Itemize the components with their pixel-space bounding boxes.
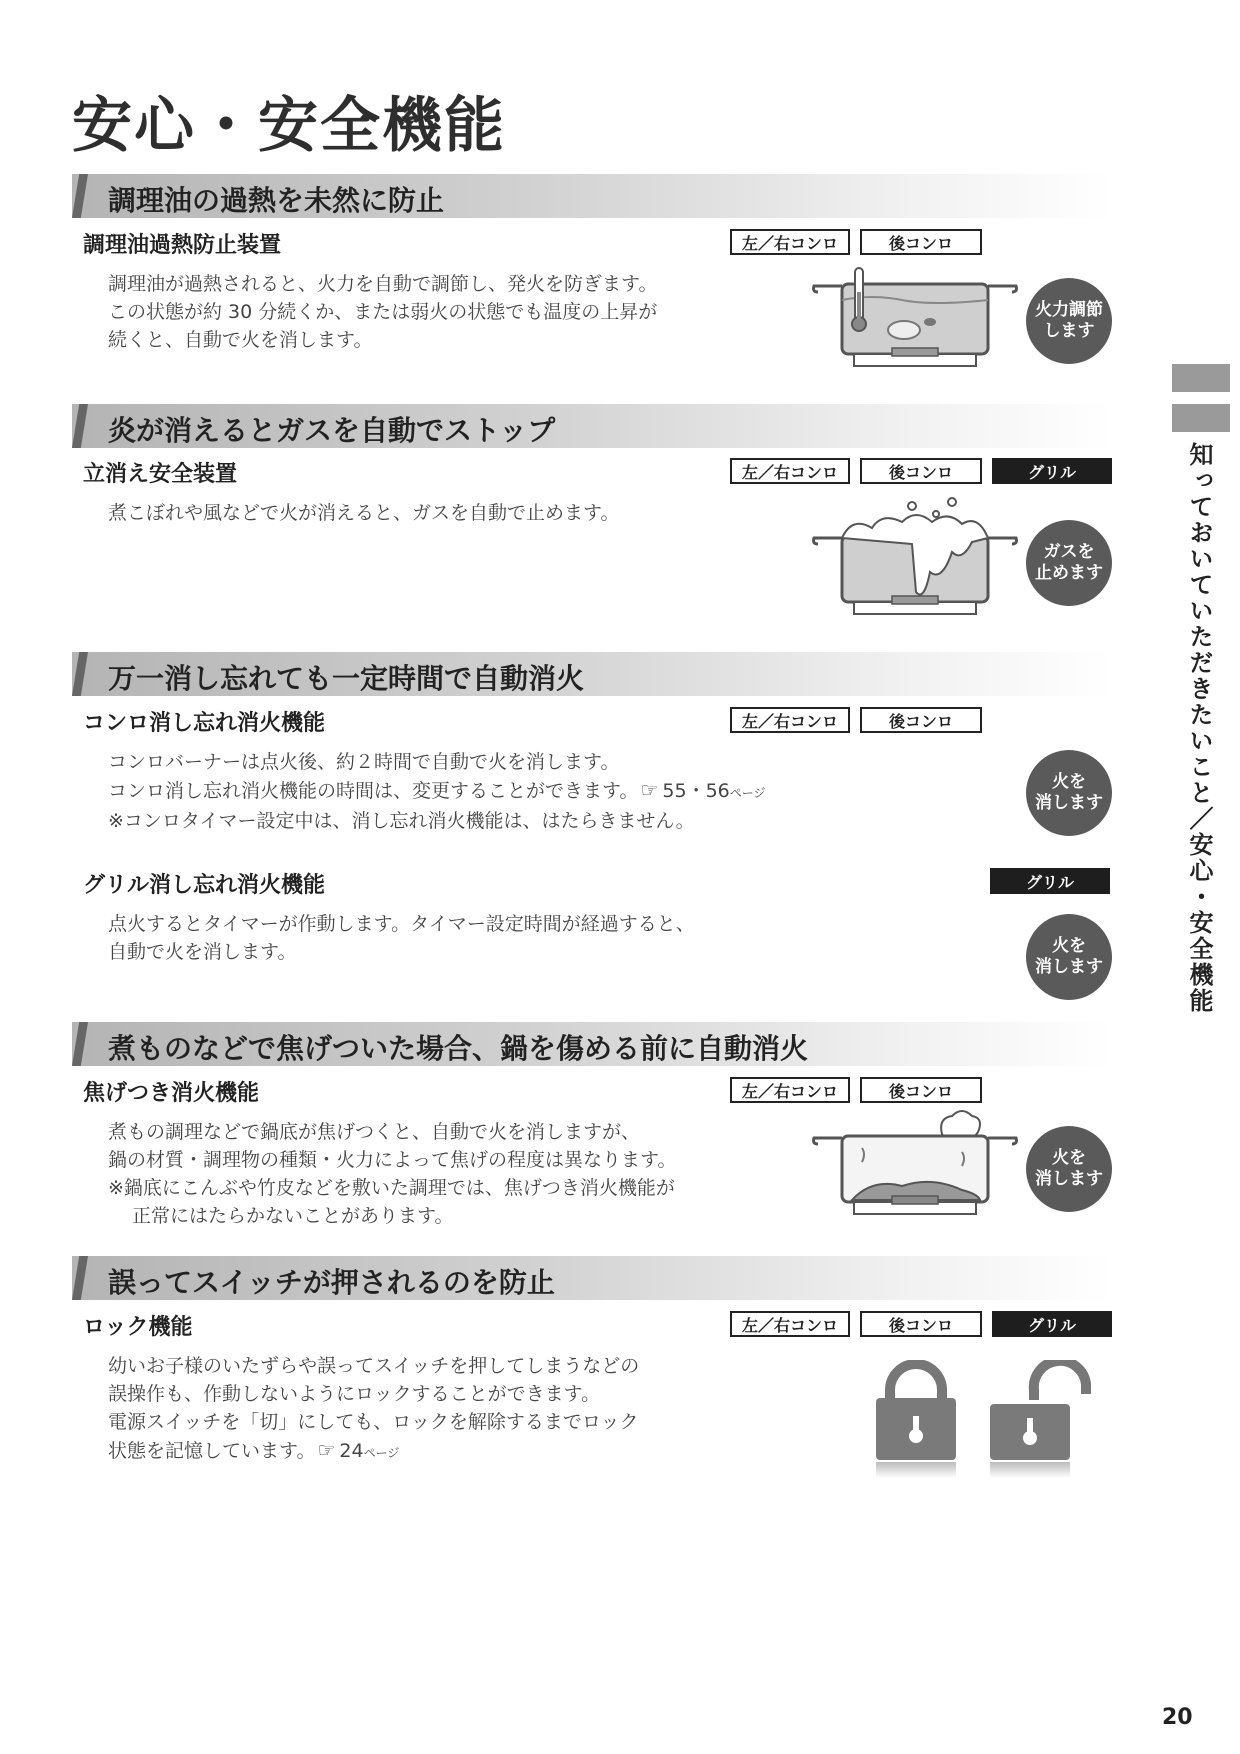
- description-line: 煮もの調理などで鍋底が焦げつくと、自動で火を消しますが、: [108, 1121, 641, 1143]
- status-badge: 火を 消します: [1026, 750, 1112, 836]
- tag-rear-burner: 後コンロ: [860, 707, 982, 733]
- page-reference: 55・56: [662, 780, 730, 802]
- section-band: [72, 1022, 1112, 1066]
- section-band: [72, 404, 1112, 448]
- description-line: 誤操作も、作動しないようにロックすることができます。: [108, 1383, 601, 1405]
- locked-padlock-icon: [876, 1364, 956, 1478]
- burner-tags: [730, 707, 982, 733]
- section-band: [72, 174, 1112, 218]
- feature-description: [108, 748, 808, 835]
- tag-grill: グリル: [992, 1311, 1112, 1337]
- side-chapter-label: 知っておいていただきたいこと／安心・安全機能: [1185, 442, 1213, 1014]
- feature-title: コンロ消し忘れ消火機能: [83, 711, 326, 736]
- feature-title: グリル消し忘れ消火機能: [83, 873, 326, 898]
- page-title: 安心・安全機能: [72, 91, 506, 161]
- burner-tags: [730, 1077, 982, 1103]
- section-title: 誤ってスイッチが押されるのを防止: [108, 1266, 555, 1299]
- description-line: 煮こぼれや風などで火が消えると、ガスを自動で止めます。: [108, 502, 620, 524]
- side-tab-marker: [1172, 404, 1230, 432]
- description-line: 電源スイッチを「切」にしても、ロックを解除するまでロック: [108, 1411, 639, 1433]
- feature-title: 調理油過熱防止装置: [83, 233, 282, 258]
- page-reference: 24: [339, 1440, 364, 1462]
- section-title: 炎が消えるとガスを自動でストップ: [108, 414, 556, 447]
- description-line: 状態を記憶しています。 ☞ 24ページ: [108, 1438, 400, 1462]
- burner-tags: [990, 868, 1110, 894]
- scorched-pot-illustration: [812, 1106, 1018, 1224]
- burner-tags: [730, 229, 982, 255]
- band-slash: [72, 404, 88, 448]
- feature-description: [108, 910, 808, 966]
- boiling-over-pot-illustration: [812, 492, 1018, 622]
- tag-rear-burner: 後コンロ: [860, 458, 982, 484]
- feature-title: ロック機能: [83, 1315, 193, 1340]
- description-line: コンロ消し忘れ消火機能の時間は、変更することができます。 ☞ 55・56ページ: [108, 778, 766, 802]
- tag-rear-burner: 後コンロ: [860, 1311, 982, 1337]
- feature-title: 焦げつき消火機能: [83, 1081, 260, 1106]
- tag-left-right-burner: 左／右コンロ: [730, 1077, 850, 1103]
- band-slash: [72, 1022, 88, 1066]
- feature-description: [108, 270, 808, 354]
- status-badge: 火を 消します: [1026, 914, 1112, 1000]
- description-line: この状態が約 30 分続くか、または弱火の状態でも温度の上昇が: [108, 301, 658, 323]
- band-slash: [72, 174, 88, 218]
- description-line: 続くと、自動で火を消します。: [108, 329, 373, 351]
- lock-illustration: [870, 1360, 1116, 1484]
- description-line: 鍋の材質・調理物の種類・火力によって焦げの程度は異なります。: [108, 1149, 677, 1171]
- section-title: 万一消し忘れても一定時間で自動消火: [108, 662, 585, 695]
- description-line: 調理油が過熱されると、火力を自動で調節し、発火を防ぎます。: [108, 273, 658, 295]
- burner-tags: [730, 458, 1112, 484]
- band-slash: [72, 652, 88, 696]
- section-title: 煮ものなどで焦げついた場合、鍋を傷める前に自動消火: [108, 1032, 809, 1065]
- feature-title: 立消え安全装置: [83, 462, 238, 487]
- pointing-hand-icon: ☞: [640, 778, 659, 802]
- tag-grill: グリル: [992, 458, 1112, 484]
- section-title: 調理油の過熱を未然に防止: [108, 184, 445, 217]
- oil-pot-thermometer-illustration: [812, 262, 1018, 372]
- band-slash: [72, 1256, 88, 1300]
- description-line: 自動で火を消します。: [108, 941, 297, 963]
- status-badge: 火力調節 します: [1026, 278, 1112, 364]
- tag-left-right-burner: 左／右コンロ: [730, 1311, 850, 1337]
- feature-description: [108, 499, 808, 527]
- tag-left-right-burner: 左／右コンロ: [730, 229, 850, 255]
- description-note: ※コンロタイマー設定中は、消し忘れ消火機能は、はたらきません。: [108, 810, 695, 832]
- description-line: コンロバーナーは点火後、約２時間で自動で火を消します。: [108, 751, 620, 773]
- side-tab-marker: [1172, 364, 1230, 392]
- description-note: ※鍋底にこんぶや竹皮などを敷いた調理では、焦げつき消火機能が: [108, 1177, 675, 1199]
- section-band: [72, 652, 1112, 696]
- page-number: 20: [1162, 1705, 1193, 1730]
- tag-rear-burner: 後コンロ: [860, 229, 982, 255]
- status-badge: ガスを 止めます: [1026, 520, 1112, 606]
- description-note: 正常にはたらかないことがあります。: [132, 1205, 454, 1227]
- description-line: 幼いお子様のいたずらや誤ってスイッチを押してしまうなどの: [108, 1355, 640, 1377]
- feature-description: [108, 1352, 808, 1467]
- page-reference-unit: ページ: [729, 786, 766, 800]
- status-badge: 火を 消します: [1026, 1126, 1112, 1212]
- tag-rear-burner: 後コンロ: [860, 1077, 982, 1103]
- description-line: 点火するとタイマーが作動します。タイマー設定時間が経過すると、: [108, 913, 695, 935]
- unlocked-padlock-icon: [990, 1361, 1086, 1478]
- tag-grill: グリル: [990, 868, 1110, 894]
- burner-tags: [730, 1311, 1112, 1337]
- pointing-hand-icon: ☞: [317, 1438, 336, 1462]
- section-band: [72, 1256, 1112, 1300]
- page-reference-unit: ページ: [363, 1446, 400, 1460]
- tag-left-right-burner: 左／右コンロ: [730, 458, 850, 484]
- feature-description: [108, 1118, 808, 1230]
- tag-left-right-burner: 左／右コンロ: [730, 707, 850, 733]
